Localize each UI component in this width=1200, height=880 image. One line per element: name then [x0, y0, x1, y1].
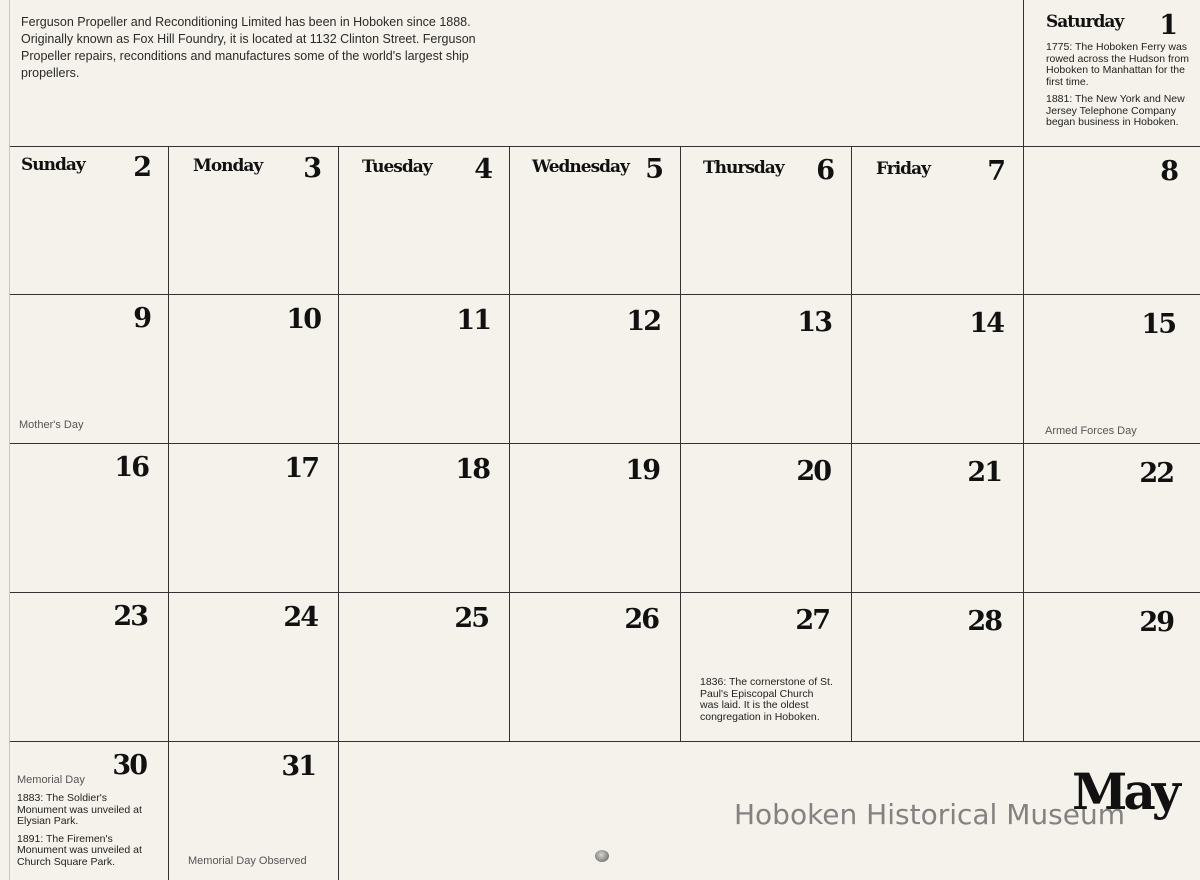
date-21: 21 — [967, 457, 1001, 488]
note-may-30 — [17, 793, 147, 874]
grid-line — [10, 146, 1200, 147]
date-1: 1 — [1159, 10, 1176, 41]
date-8: 8 — [1160, 156, 1177, 187]
date-19: 19 — [625, 455, 659, 486]
date-22: 22 — [1139, 458, 1173, 489]
date-30: 30 — [112, 750, 146, 781]
date-5: 5 — [645, 154, 662, 185]
note-may-27: 1836: The cornerstone of St. Paul's Episcopal Church was laid. It is the oldest congregation in Hoboken. — [700, 676, 833, 723]
holiday-mothers-day: Mother's Day — [19, 419, 84, 431]
note-1775: 1775: The Hoboken Ferry was rowed across the Hudson from Hoboken to Manhattan for the first time. — [1046, 41, 1189, 88]
holiday-armed-forces-day: Armed Forces Day — [1045, 425, 1137, 437]
date-26: 26 — [624, 604, 658, 635]
museum-watermark: Hoboken Historical Museum — [734, 798, 1125, 831]
grid-line — [338, 146, 339, 880]
date-27: 27 — [795, 605, 829, 636]
date-16: 16 — [114, 452, 148, 483]
date-6: 6 — [816, 155, 833, 186]
date-31: 31 — [281, 751, 315, 782]
page-edge — [9, 0, 10, 880]
day-name-monday: Monday — [193, 156, 263, 176]
hanging-hole — [595, 850, 609, 862]
date-3: 3 — [303, 153, 320, 184]
grid-line — [10, 294, 1200, 295]
holiday-memorial-day-observed: Memorial Day Observed — [188, 855, 307, 867]
month-title: May — [1072, 762, 1177, 821]
date-11: 11 — [456, 305, 490, 336]
intro-text: Ferguson Propeller and Reconditioning Limited has been in Hoboken since 1888. Originally known as Fox Hill Foundry, it is located at 1132 Clinton Street. Ferguson Propeller repairs, reconditions and manufactures some of the world's largest ship propellers. — [21, 15, 476, 80]
day-name-sunday: Sunday — [21, 155, 85, 175]
grid-line — [1023, 0, 1024, 741]
date-15: 15 — [1141, 309, 1175, 340]
date-28: 28 — [967, 606, 1001, 637]
grid-line — [10, 741, 1200, 742]
grid-line — [168, 146, 169, 880]
note-1891: 1891: The Firemen's Monument was unveiled at Church Square Park. — [17, 832, 142, 868]
date-18: 18 — [455, 454, 489, 485]
grid-line — [509, 146, 510, 741]
note-1883: 1883: The Soldier's Monument was unveiled at Elysian Park. — [17, 792, 142, 827]
date-29: 29 — [1139, 607, 1173, 638]
date-10: 10 — [286, 304, 320, 335]
date-25: 25 — [454, 603, 488, 634]
date-14: 14 — [969, 308, 1003, 339]
date-9: 9 — [133, 303, 150, 334]
day-name-saturday: Saturday — [1046, 12, 1124, 32]
note-may-1 — [1046, 42, 1191, 135]
note-1881: 1881: The New York and New Jersey Telephone Company began business in Hoboken. — [1046, 93, 1185, 128]
day-name-friday: Friday — [876, 159, 930, 179]
grid-line — [851, 146, 852, 741]
day-name-thursday: Thursday — [703, 158, 784, 178]
date-20: 20 — [796, 456, 830, 487]
date-7: 7 — [987, 156, 1004, 187]
grid-line — [680, 146, 681, 741]
date-23: 23 — [113, 601, 147, 632]
holiday-memorial-day: Memorial Day — [17, 774, 85, 786]
grid-line — [10, 443, 1200, 444]
date-4: 4 — [474, 154, 491, 185]
date-24: 24 — [283, 602, 317, 633]
grid-line — [10, 592, 1200, 593]
date-17: 17 — [284, 453, 318, 484]
day-name-tuesday: Tuesday — [362, 157, 432, 177]
date-13: 13 — [797, 307, 831, 338]
date-12: 12 — [626, 306, 660, 337]
date-2: 2 — [133, 152, 150, 183]
day-name-wednesday: Wednesday — [532, 157, 629, 177]
